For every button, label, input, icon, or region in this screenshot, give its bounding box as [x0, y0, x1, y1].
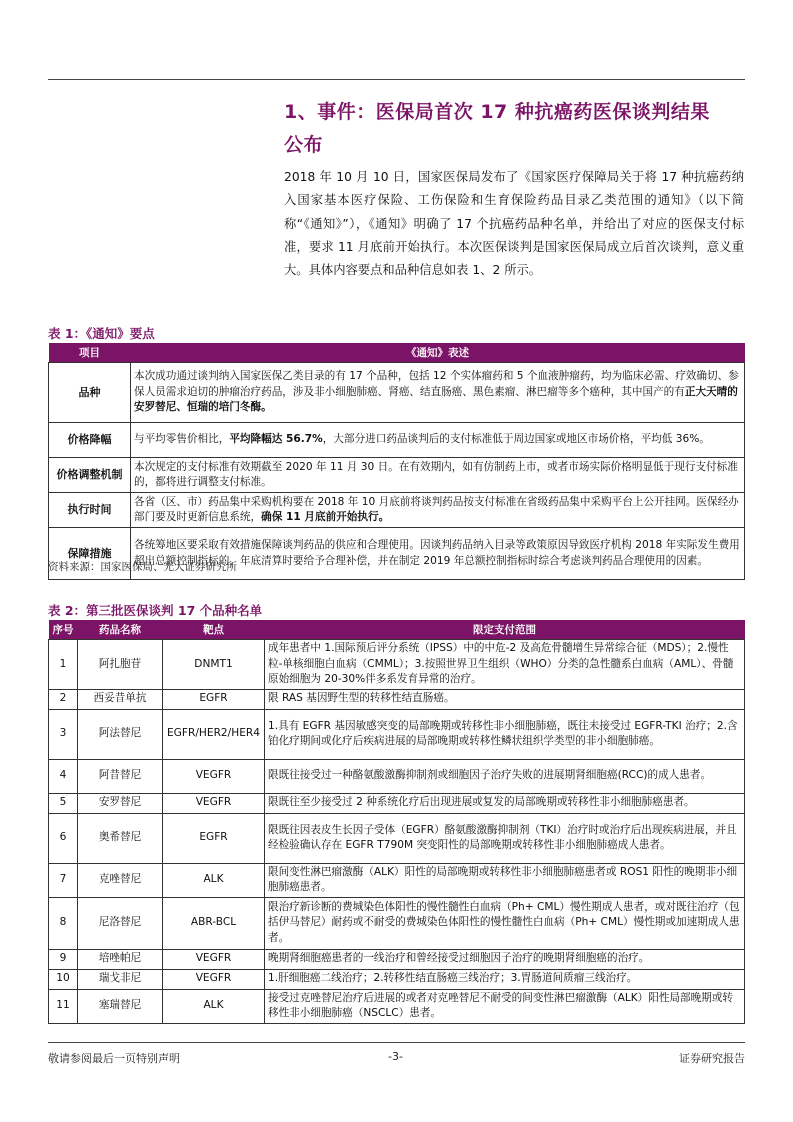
- table1-row: [49, 423, 745, 458]
- drug-scope: 接受过克唑替尼治疗后进展的或者对克唑替尼不耐受的间变性淋巴瘤激酶（ALK）阳性局部晚期或转移性非小细胞肺癌（NSCLC）患者。: [265, 989, 745, 1023]
- drug-number: 4: [49, 759, 78, 793]
- table2-row: [49, 793, 745, 813]
- table1-text: 本次成功通过谈判纳入国家医保乙类目录的有 17 个品种，包括 12 个实体瘤药和 5 个血液肿瘤药，均为临床必需、疗效确切、参保人员需求迫切的肿瘤治疗药品，涉及非小细胞肺癌、肾癌、结直肠癌、黑色素瘤、淋巴瘤等多个癌种，其中国产的有: [134, 370, 739, 398]
- drug-name: 尼洛替尼: [78, 897, 163, 949]
- drug-scope: 限间变性淋巴瘤激酶（ALK）阳性的局部晚期或转移性非小细胞肺癌患者或 ROS1 阳性的晚期非小细胞肺癌患者。: [265, 863, 745, 897]
- table1-text: 各统筹地区要采取有效措施保障谈判药品的供应和合理使用。因谈判药品纳入目录等政策原因导致医疗机构 2018 年实际发生费用超出总额控制指标的，年底清算时要给予合理补偿，并在制定 2019 年总额控制指标时综合考虑谈判药品合理使用的因素。: [134, 539, 740, 567]
- drug-target: VEGFR: [163, 793, 265, 813]
- drug-target: EGFR: [163, 689, 265, 709]
- drug-name: 阿法替尼: [78, 709, 163, 759]
- drug-name: 阿扎胞苷: [78, 640, 163, 690]
- drug-name: 瑞戈非尼: [78, 969, 163, 989]
- drug-name: 西妥昔单抗: [78, 689, 163, 709]
- table1-header-row: [49, 343, 745, 363]
- table1-emphasis: 正大天晴的安罗替尼、恒瑞的培门冬酶。: [134, 385, 738, 414]
- drug-number: 1: [49, 640, 78, 690]
- table2-header-cell: 靶点: [163, 620, 265, 640]
- drug-target: VEGFR: [163, 969, 265, 989]
- drug-number: 9: [49, 949, 78, 969]
- table1-emphasis: 确保 11 月底前开始执行。: [261, 511, 390, 523]
- drug-scope: 成年患者中 1.国际预后评分系统（IPSS）中的中危-2 及高危骨髓增生异常综合征（MDS）；2.慢性粒-单核细胞白血病（CMML）；3.按照世界卫生组织（WHO）分类的急性髓系白血病（AML）、骨髓原始细胞为 20-30%伴多系发育异常的治疗。: [265, 640, 745, 690]
- table2-header-row: [49, 620, 745, 640]
- table2-row: [49, 969, 745, 989]
- table2-row: [49, 640, 745, 690]
- table1-item-key: 价格调整机制: [49, 458, 131, 493]
- table2-caption: 表 2：第三批医保谈判 17 个品种名单: [48, 603, 263, 618]
- table1-item-key: 品种: [49, 363, 131, 423]
- table2-row: [49, 949, 745, 969]
- table1-item-text: [131, 458, 745, 493]
- table1-row: [49, 493, 745, 528]
- table1-item-text: [131, 363, 745, 423]
- table1-row: [49, 363, 745, 423]
- table1-header-cell: 项目: [49, 343, 131, 363]
- drug-name: 克唑替尼: [78, 863, 163, 897]
- table1: [48, 343, 745, 580]
- table2-row: [49, 759, 745, 793]
- table1-row: [49, 458, 745, 493]
- table1-text: 本次规定的支付标准有效期截至 2020 年 11 月 30 日。在有效期内，如有仿制药上市，或者市场实际价格明显低于现行支付标准的，都将进行调整支付标准。: [134, 460, 738, 488]
- drug-scope: 限既往至少接受过 2 种系统化疗后出现进展或复发的局部晚期或转移性非小细胞肺癌患者。: [265, 793, 745, 813]
- table1-header-cell: 《通知》表述: [131, 343, 745, 363]
- table1-text: 各省（区、市）药品集中采购机构要在 2018 年 10 月底前将谈判药品按支付标准在省级药品集中采购平台上公开挂网。医保经办部门要及时更新信息系统，: [134, 495, 739, 523]
- table1-text-tail: ，大部分进口药品谈判后的支付标准低于周边国家或地区市场价格，平均低 36%。: [322, 433, 710, 446]
- drug-target: VEGFR: [163, 759, 265, 793]
- drug-target: DNMT1: [163, 640, 265, 690]
- drug-name: 安罗替尼: [78, 793, 163, 813]
- footer-report-type: 证券研究报告: [679, 1052, 745, 1065]
- table1-item-key: 价格降幅: [49, 423, 131, 458]
- table1-text: 与平均零售价相比，: [134, 433, 230, 446]
- drug-name: 培唑帕尼: [78, 949, 163, 969]
- table2-row: [49, 689, 745, 709]
- drug-number: 11: [49, 989, 78, 1023]
- drug-number: 8: [49, 897, 78, 949]
- drug-name: 塞瑞替尼: [78, 989, 163, 1023]
- drug-target: EGFR/HER2/HER4: [163, 709, 265, 759]
- drug-target: VEGFR: [163, 949, 265, 969]
- header-rule: [48, 79, 745, 80]
- drug-scope: 1.具有 EGFR 基因敏感突变的局部晚期或转移性非小细胞肺癌，既往未接受过 EGFR-TKI 治疗；2.含铂化疗期间或化疗后疾病进展的局部晚期或转移性鳞状组织学类型的非小细胞肺癌。: [265, 709, 745, 759]
- table2-header-cell: 限定支付范围: [265, 620, 745, 640]
- heading-line-1: 1、事件：医保局首次 17 种抗癌药医保谈判结果: [284, 101, 710, 123]
- table2: [48, 620, 745, 1024]
- table1-item-key: 执行时间: [49, 493, 131, 528]
- drug-target: ALK: [163, 989, 265, 1023]
- page-number: -3-: [388, 1050, 403, 1063]
- drug-name: 奥希替尼: [78, 813, 163, 863]
- drug-number: 2: [49, 689, 78, 709]
- intro-paragraph: 2018 年 10 月 10 日，国家医保局发布了《国家医疗保障局关于将 17 种抗癌药纳入国家基本医疗保险、工伤保险和生育保险药品目录乙类范围的通知》（以下简称“《通知》”），《通知》明确了 17 个抗癌药品种名单，并给出了对应的医保支付标准，要求 11 月底前开始执行。本次医保谈判是国家医保局成立后首次谈判，意义重大。具体内容要点和品种信息如表 1、2 所示。: [284, 170, 744, 278]
- drug-number: 10: [49, 969, 78, 989]
- section-heading: [284, 96, 754, 162]
- table1-item-text: [131, 423, 745, 458]
- table1-item-text: [131, 493, 745, 528]
- drug-scope: 1.肝细胞癌二线治疗；2.转移性结直肠癌三线治疗；3.胃肠道间质瘤三线治疗。: [265, 969, 745, 989]
- table2-header-cell: 药品名称: [78, 620, 163, 640]
- table2-row: [49, 863, 745, 897]
- table1-caption: 表 1：《通知》要点: [48, 326, 155, 341]
- drug-name: 阿昔替尼: [78, 759, 163, 793]
- drug-scope: 限 RAS 基因野生型的转移性结直肠癌。: [265, 689, 745, 709]
- table2-row: [49, 897, 745, 949]
- drug-number: 6: [49, 813, 78, 863]
- drug-number: 5: [49, 793, 78, 813]
- heading-line-2: 公布: [284, 134, 324, 156]
- footer-rule: [48, 1042, 745, 1043]
- drug-scope: 限既往因表皮生长因子受体（EGFR）酪氨酸激酶抑制剂（TKI）治疗时或治疗后出现疾病进展，并且经检验确认存在 EGFR T790M 突变阳性的局部晚期或转移性非小细胞肺癌成人患者。: [265, 813, 745, 863]
- drug-target: EGFR: [163, 813, 265, 863]
- table2-row: [49, 989, 745, 1023]
- drug-target: ALK: [163, 863, 265, 897]
- table1-item-key: 保障措施: [49, 528, 131, 580]
- table2-row: [49, 709, 745, 759]
- drug-target: ABR-BCL: [163, 897, 265, 949]
- drug-scope: 限治疗新诊断的费城染色体阳性的慢性髓性白血病（Ph+ CML）慢性期成人患者，或对既往治疗（包括伊马替尼）耐药或不耐受的费城染色体阳性的慢性髓性白血病（Ph+ CML）慢性期或加速期成人患者。: [265, 897, 745, 949]
- source-note: 资料来源：国家医保局、光大证券研究所: [48, 561, 237, 573]
- footer-disclaimer: 敬请参阅最后一页特别声明: [48, 1052, 180, 1065]
- drug-number: 7: [49, 863, 78, 897]
- drug-number: 3: [49, 709, 78, 759]
- table2-header-cell: 序号: [49, 620, 78, 640]
- table2-row: [49, 813, 745, 863]
- drug-scope: 限既往接受过一种酪氨酸激酶抑制剂或细胞因子治疗失败的进展期肾细胞癌(RCC)的成人患者。: [265, 759, 745, 793]
- table1-emphasis: 平均降幅达 56.7%: [229, 433, 323, 446]
- drug-scope: 晚期肾细胞癌患者的一线治疗和曾经接受过细胞因子治疗的晚期肾细胞癌的治疗。: [265, 949, 745, 969]
